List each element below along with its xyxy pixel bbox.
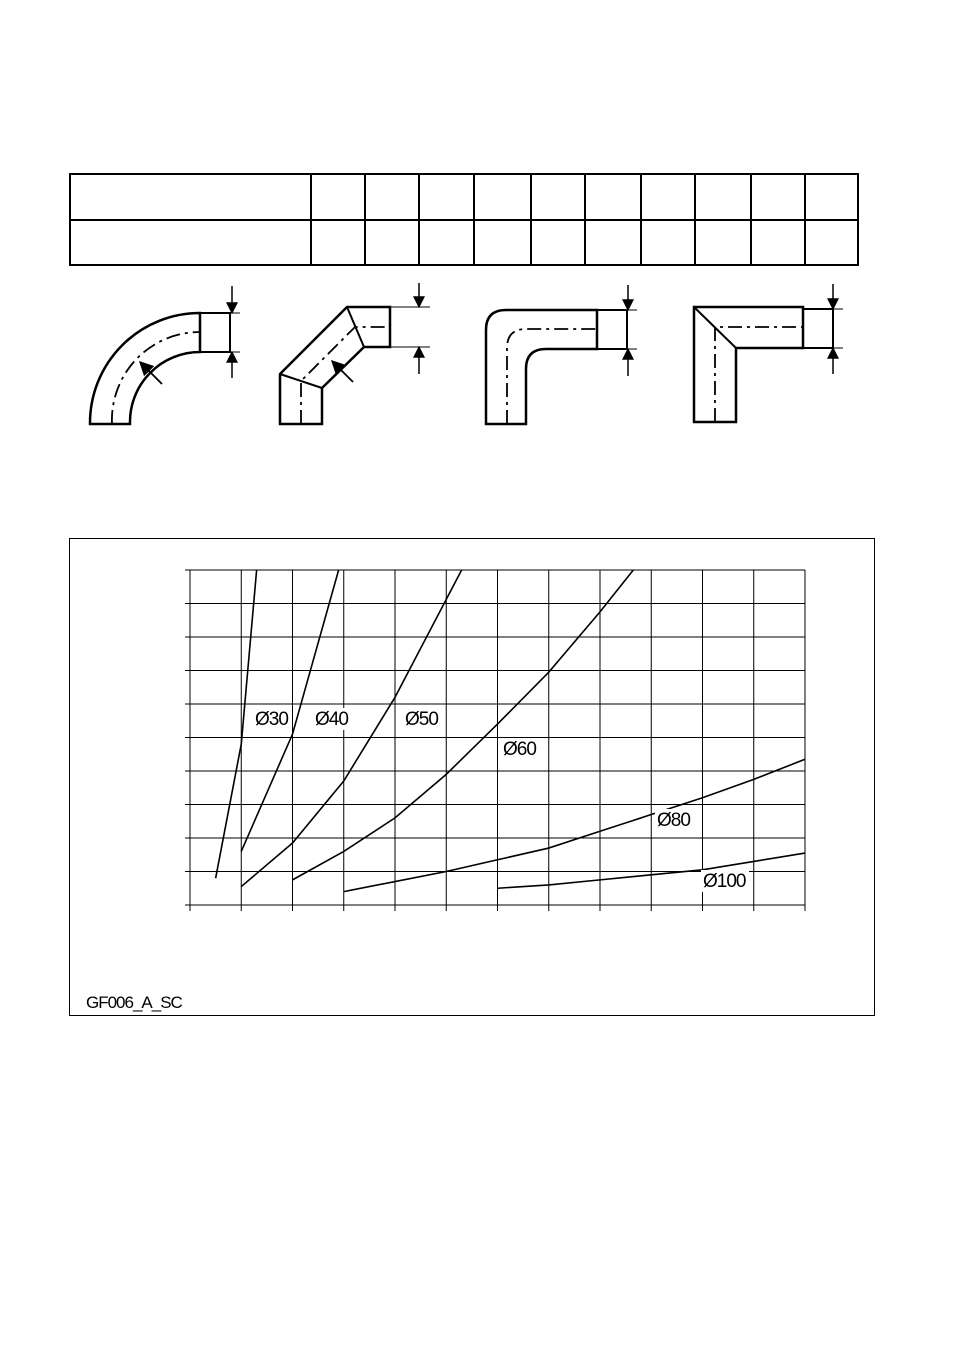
table-cell [585,174,641,220]
table-cell [695,174,751,220]
table-cell [419,174,474,220]
table-cell [419,220,474,265]
series-label-4: Ø80 [657,810,690,831]
series-label-1: Ø40 [315,709,348,730]
curved-bend-fitting [90,286,240,424]
table-header-cell [70,174,311,220]
table-cell [751,174,805,220]
series-label-2: Ø50 [405,709,438,730]
pipe-fittings-drawing [0,270,953,440]
series-label-5: Ø100 [703,871,746,892]
table-cell [531,174,585,220]
table-cell [751,220,805,265]
table-cell [641,174,695,220]
series-label-0: Ø30 [255,709,288,730]
chart-svg [70,539,876,1017]
table-cell [474,220,531,265]
dimension-table-wrapper [69,173,859,266]
chart-code: GF006_A_SC [86,993,182,1012]
table-header-cell [70,220,311,265]
table-cell [365,174,419,220]
table-cell [311,174,365,220]
table-cell [641,220,695,265]
series-label-3: Ø60 [503,739,536,760]
table-cell [805,174,858,220]
segmented-bend-fitting [280,283,430,424]
table-cell [311,220,365,265]
table-row [70,174,858,220]
chart-series [216,570,805,892]
pressure-loss-chart [69,538,875,1016]
table-cell [531,220,585,265]
table-row [70,220,858,265]
table-cell [805,220,858,265]
table-cell [695,220,751,265]
short-radius-elbow-fitting [486,285,637,424]
table-cell [365,220,419,265]
mitred-elbow-fitting [694,284,843,422]
table-cell [585,220,641,265]
table-cell [474,174,531,220]
dimension-table [69,173,859,266]
